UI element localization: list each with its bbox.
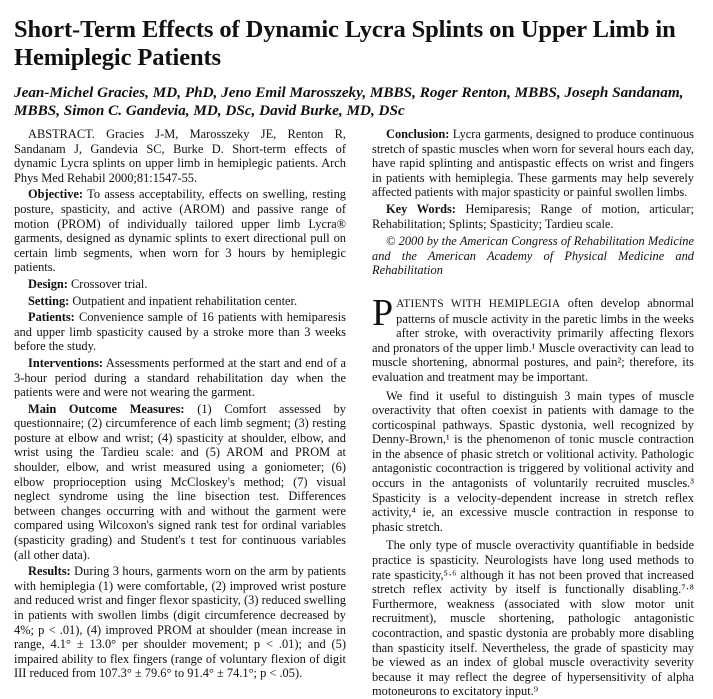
results-label: Results:: [28, 564, 71, 579]
setting-label: Setting:: [28, 293, 70, 308]
objective-text: To assess acceptability, effects on swelling, resting posture, spasticity, and active (AROM) and passive range of motion (PROM) of individually tailored upper limb Lycra® garments, designed as dynamic splints to exert directional pull on certain limb segments, when worn for 3 hours by hemiplegic patients.: [14, 187, 346, 275]
abstract-interventions: [14, 356, 346, 400]
keywords-label: Key Words:: [386, 201, 456, 216]
design-text: Crossover trial.: [71, 276, 148, 291]
abstract-measures: [14, 402, 346, 563]
interventions-label: Interventions:: [28, 355, 104, 370]
para1-text: often develop abnormal patterns of muscle activity in the paretic limbs in the weeks after stroke, with overactivity primarily affecting flexors and pronators of the upper limb.¹ Muscle overactivity can lead to muscle shortening, abnormal postures, and pain²; therefore, its evaluation and treatment may be important.: [372, 295, 695, 384]
measures-text: (1) Comfort assessed by questionnaire; (2) circumference of each limb segment; (3) resting posture at elbow and wrist; (4) spasticity at shoulder, elbow, and wrist using the Tardieu scale: and (5) AROM and PROM at shoulder, elbow, and wrist measured using a goniometer; (6) elbow proprioception using McCloskey's method; (7) visual neglect syndrome using the line bisection test. Differences between changes occurring with and without the garment were compared using Wilcoxon's signed rank test for ordinal variables (spasticity grading) and Student's t test for continuous variables (all other data).: [14, 401, 346, 562]
abstract-keywords: [372, 202, 694, 231]
patients-text: Convenience sample of 16 patients with hemiparesis and upper limb spasticity caused by a stroke more than 3 weeks before the study.: [14, 310, 346, 354]
abstract-results: [14, 564, 346, 681]
interventions-text: Assessments performed at the start and end of a 3-hour period during a standard rehabilitation day when the patients were and were not wearing the garment.: [14, 355, 346, 400]
author-list: Jean-Michel Gracies, MD, PhD, Jeno Emil Marosszeky, MBBS, Roger Renton, MBBS, Joseph Sandanam, MBBS, Simon C. Gandevia, MD, DSc, David Burke, MD, DSc: [14, 84, 684, 119]
conclusion-text: Lycra garments, designed to produce continuous stretch of spastic muscles when worn for several hours each day, have rapid splinting and antispastic effects on wrist and fingers in patients with hemiplegia. These garments may help severely affected patients with major spasticity or painful swollen limbs.: [372, 127, 694, 200]
abstract-column-left: [14, 127, 346, 681]
abstract-column-right: [372, 127, 694, 699]
lead-caps: ATIENTS WITH HEMIPLEGIA: [396, 297, 561, 310]
body-paragraph-3: The only type of muscle overactivity quantifiable in bedside practice is spasticity. Neurologists have long used methods to rate spasticity,⁵·⁶ although it has not been proved that increased stretch reflex activity by itself is functionally disabling.⁷·⁸ Furthermore, weakness (associated with slow motor unit recruitment), muscle shortening, pathologic antagonistic cocontraction, and spastic dystonia are probably more disabling than spasticity itself. Nevertheless, the grade of spasticity may be viewed as an index of global muscle overactivity severity because it may reflect the degree of hypersensitivity of alpha motoneurons to excitatory input.⁹: [372, 538, 694, 699]
abstract-design: [14, 277, 346, 292]
patients-label: Patients:: [28, 310, 75, 325]
copyright-notice: © 2000 by the American Congress of Rehabilitation Medicine and the American Academy of Physical Medicine and Rehabilitation: [372, 234, 694, 278]
conclusion-label: Conclusion:: [386, 127, 450, 141]
abstract-objective: [14, 187, 346, 275]
setting-text: Outpatient and inpatient rehabilitation center.: [72, 293, 298, 308]
abstract-citation: ABSTRACT. Gracies J-M, Marosszeky JE, Renton R, Sandanam J, Gandevia SC, Burke D. Short-term effects of dynamic Lycra splints on upper limb in hemiplegic patients. Arch Phys Med Rehabil 2000;81:1547-55.: [14, 127, 346, 185]
objective-label: Objective:: [28, 187, 84, 202]
abstract-setting: [14, 294, 346, 309]
keywords-text: Hemiparesis; Range of motion, articular; Rehabilitation; Splints; Spasticity; Tardieu scale.: [372, 201, 694, 231]
design-label: Design:: [28, 276, 68, 291]
results-text: During 3 hours, garments worn on the arm by patients with hemiplegia (1) were comfortable, (2) improved wrist posture and reduced wrist and finger flexor spasticity, (3) reduced swelling in patients with swollen limbs (digit circumference decreased by 4%; p < .01), (4) improved PROM at shoulder (mean increase in range, 4.1° ± 13.0° per shoulder movement; p < .01); and (5) impaired ability to flex fingers (range of voluntary flexion of digit III reduced from 107.3° ± 79.6° to 91.4° ± 74.1°; p < .05).: [14, 564, 346, 681]
article-title: Short-Term Effects of Dynamic Lycra Splints on Upper Limb in Hemiplegic Patients: [14, 16, 676, 71]
body-paragraph-2: We find it useful to distinguish 3 main types of muscle overactivity that often coexist in patients with damage to the corticospinal pathways. Spastic dystonia, well recognized by Denny-Brown,¹ is the phenomenon of tonic muscle contraction in the absence of phasic stretch or volitional activity. Pathologic antagonistic cocontraction is triggered by volitional activity and occurs in the antagonists of voluntarily recruited muscles.³ Spasticity is a velocity-dependent increase in stretch reflex activity,⁴ ie, an excessive muscle contraction in response to phasic stretch.: [372, 388, 694, 534]
abstract-patients: [14, 310, 346, 354]
abstract-conclusion: [372, 127, 694, 200]
body-paragraph-1: [372, 291, 695, 385]
measures-label: Main Outcome Measures:: [28, 401, 185, 416]
drop-cap: P: [372, 291, 394, 334]
